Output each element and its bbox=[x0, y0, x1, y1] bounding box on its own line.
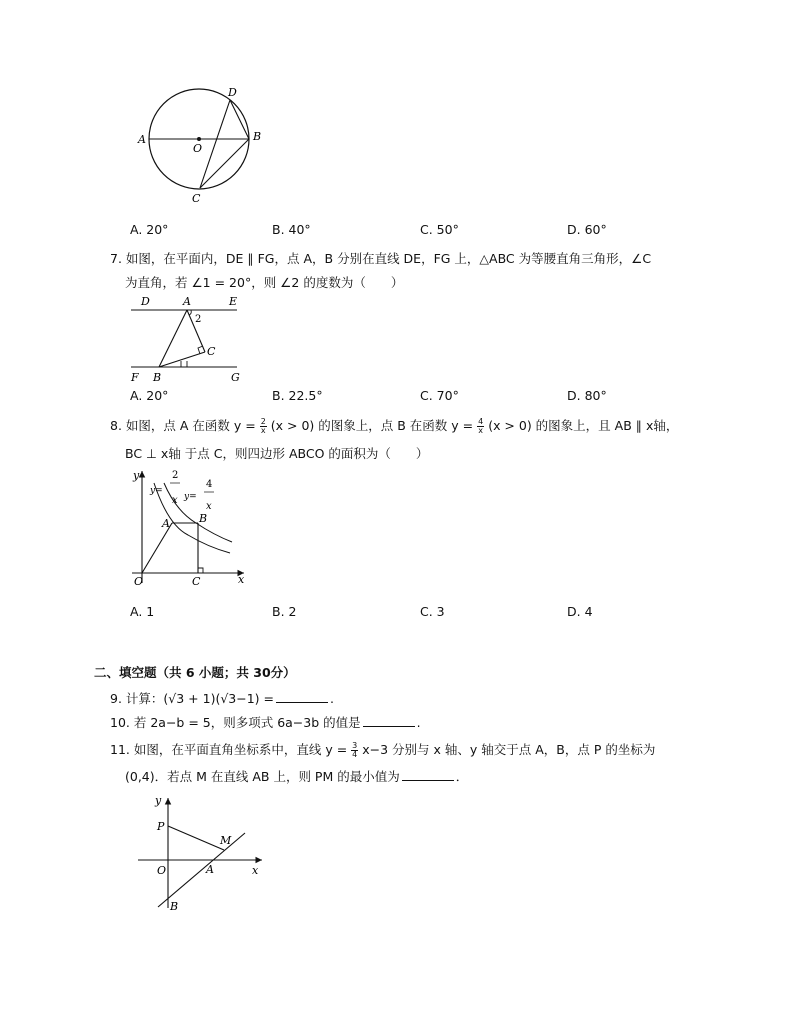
q8-curve2-den: x bbox=[206, 501, 212, 512]
q7-label-g: G bbox=[231, 371, 240, 384]
q6-chord-cb bbox=[200, 139, 249, 188]
q6-chord-dc bbox=[200, 100, 230, 188]
q11-question-line1 bbox=[110, 740, 655, 759]
q7-question-line2: 为直角，若 ∠1 = 20°，则 ∠2 的度数为（ ） bbox=[125, 275, 404, 290]
q8-label-x: x bbox=[238, 573, 245, 586]
q10-answer-blank[interactable] bbox=[363, 714, 415, 727]
q6-circle-figure bbox=[130, 80, 280, 210]
q8-fraction-2-over-x bbox=[260, 418, 267, 435]
q11-label-o: O bbox=[157, 864, 167, 877]
q11-frac-den: 4 bbox=[352, 750, 358, 759]
q8-frac1-num: 2 bbox=[260, 417, 266, 426]
q8-label-y: y bbox=[133, 469, 140, 482]
q11-question-line2 bbox=[125, 767, 468, 785]
q8-text-part3: (x > 0) 的图象上，且 AB ∥ x轴， bbox=[488, 418, 679, 433]
q11-text-part1: 11. 如图，在平面直角坐标系中，直线 y = bbox=[110, 742, 348, 757]
q9-text: 9. 计算：(√3 + 1)(√3−1) = bbox=[110, 691, 274, 706]
q8-curve1-num: 2 bbox=[172, 470, 179, 481]
q7-question-line1: 7. 如图，在平面内，DE ∥ FG，点 A，B 分别在直线 DE，FG 上，△ABC 为等腰直角三角形，∠C bbox=[110, 251, 652, 266]
q7-label-c: C bbox=[207, 345, 216, 358]
q8-segment-oa bbox=[142, 523, 172, 573]
q7-label-a: A bbox=[183, 295, 191, 308]
q7-label-d: D bbox=[141, 295, 150, 308]
q6-option-c: C. 50° bbox=[420, 222, 459, 237]
q6-label-d: D bbox=[228, 86, 237, 99]
q8-question-line2: BC ⊥ x轴 于点 C，则四边形 ABCO 的面积为（ ） bbox=[125, 446, 429, 461]
q11-text-line2a: (0,4)．若点 M 在直线 AB 上，则 PM 的最小值为 bbox=[125, 769, 400, 784]
q8-text-part2: (x > 0) 的图象上，点 B 在函数 y = bbox=[270, 418, 474, 433]
q7-label-f: F bbox=[131, 371, 139, 384]
q7-label-2: 2 bbox=[195, 314, 202, 325]
q11-label-a: A bbox=[206, 863, 214, 876]
q6-option-b: B. 40° bbox=[272, 222, 311, 237]
q6-option-a: A. 20° bbox=[130, 222, 169, 237]
q6-center-point bbox=[197, 137, 201, 141]
q9-period: . bbox=[330, 691, 334, 706]
q11-text-line2b: ． bbox=[455, 769, 469, 784]
q8-option-b: B. 2 bbox=[272, 604, 297, 619]
q7-side-bc bbox=[159, 352, 205, 367]
q8-question-line1 bbox=[110, 416, 678, 435]
q11-fraction-3-over-4 bbox=[351, 742, 358, 759]
q8-curve1-label: y= bbox=[150, 486, 163, 496]
q6-label-o: O bbox=[193, 142, 203, 155]
q8-curve2-num: 4 bbox=[206, 479, 213, 490]
q11-label-b: B bbox=[170, 900, 179, 913]
q9-answer-blank[interactable] bbox=[276, 690, 328, 703]
q6-label-a: A bbox=[138, 133, 146, 146]
q6-option-d: D. 60° bbox=[567, 222, 607, 237]
q7-option-a: A. 20° bbox=[130, 388, 169, 403]
q6-chord-db bbox=[230, 100, 249, 139]
q7-angle-1-arc bbox=[181, 361, 187, 367]
q7-side-ab bbox=[159, 310, 187, 367]
q10-text: 10. 若 2a−b = 5，则多项式 6a−3b 的值是 bbox=[110, 715, 361, 730]
q11-segment-pm bbox=[168, 826, 224, 850]
q8-label-a: A bbox=[162, 517, 170, 530]
q8-frac1-den: x bbox=[260, 426, 266, 435]
q8-right-angle-mark bbox=[198, 568, 203, 573]
q11-line-ab bbox=[158, 833, 245, 907]
q8-curve2-label: y= bbox=[184, 492, 197, 502]
q7-option-c: C. 70° bbox=[420, 388, 459, 403]
q6-label-c: C bbox=[192, 192, 201, 205]
q10-question bbox=[110, 713, 421, 731]
q8-label-c: C bbox=[192, 575, 201, 588]
q8-curve1-den: x bbox=[172, 495, 178, 506]
q8-option-c: C. 3 bbox=[420, 604, 445, 619]
q8-label-b: B bbox=[199, 512, 208, 525]
q9-question bbox=[110, 689, 334, 707]
q7-label-e: E bbox=[229, 295, 238, 308]
q11-label-x: x bbox=[252, 864, 259, 877]
q11-label-m: M bbox=[220, 834, 232, 847]
q11-text-part2: x−3 分别与 x 轴、y 轴交于点 A，B，点 P 的坐标为 bbox=[362, 742, 656, 757]
q10-period: . bbox=[416, 715, 421, 730]
q11-frac-num: 3 bbox=[352, 741, 358, 750]
q8-figure bbox=[128, 465, 258, 590]
q8-option-a: A. 1 bbox=[130, 604, 155, 619]
q11-label-p: P bbox=[157, 820, 165, 833]
q7-option-d: D. 80° bbox=[567, 388, 607, 403]
q8-fraction-4-over-x bbox=[477, 418, 484, 435]
section-2-title: 二、填空题（共 6 小题；共 30分） bbox=[94, 665, 296, 680]
q7-figure bbox=[125, 290, 255, 385]
q7-option-b: B. 22.5° bbox=[272, 388, 323, 403]
q8-option-d: D. 4 bbox=[567, 604, 593, 619]
q6-label-b: B bbox=[253, 130, 262, 143]
q8-label-o: O bbox=[134, 575, 144, 588]
q11-figure bbox=[130, 790, 270, 915]
q11-label-y: y bbox=[155, 794, 162, 807]
q8-text-part1: 8. 如图，点 A 在函数 y = bbox=[110, 418, 256, 433]
q8-frac2-den: x bbox=[478, 426, 484, 435]
q8-frac2-num: 4 bbox=[478, 417, 484, 426]
q7-label-b: B bbox=[153, 371, 162, 384]
q11-answer-blank[interactable] bbox=[402, 768, 454, 781]
